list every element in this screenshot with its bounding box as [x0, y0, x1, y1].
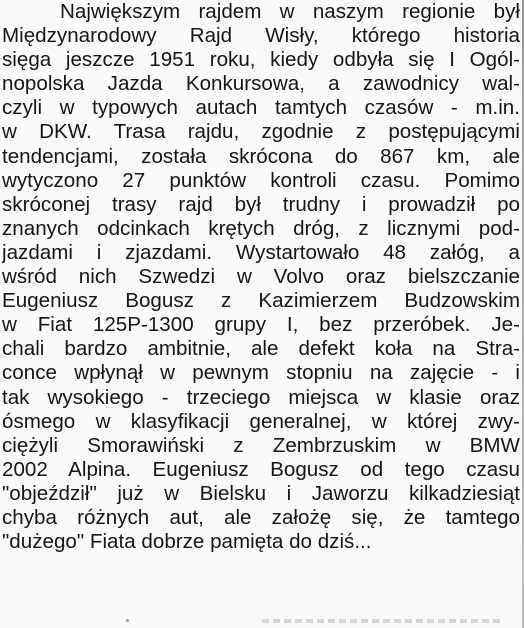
article-line: Eugeniusz Bogusz z Kazimierzem Budzowskim — [2, 289, 520, 313]
article-line: "objeździł" już w Bielsku i Jaworzu kilkadziesiąt — [2, 481, 520, 505]
article-line: ósmego w klasyfikacji generalnej, w której zwy- — [2, 409, 520, 433]
article-line: tak wysokiego - trzeciego miejsca w klasie oraz — [2, 385, 520, 409]
scan-speck — [126, 619, 129, 622]
article-line: ciężyli Smorawiński z Zembrzuskim w BMW — [2, 433, 520, 457]
article-line: "dużego" Fiata dobrze pamięta do dziś... — [2, 530, 372, 554]
article-line: w DKW. Trasa rajdu, zgodnie z postępującymi — [2, 120, 520, 144]
article-line: wytyczono 27 punktów kontroli czasu. Pomimo — [2, 168, 520, 192]
article-line: tendencjami, została skrócona do 867 km, ale — [2, 144, 520, 168]
article-line: sięga jeszcze 1951 roku, kiedy odbyła się I Ogól- — [2, 48, 520, 72]
article-line: wśród nich Szwedzi w Volvo oraz bielszczanie — [2, 265, 520, 289]
article-line: Międzynarodowy Rajd Wisły, którego historia — [2, 24, 520, 48]
article-line: chali bardzo ambitnie, ale defekt koła na Stra- — [2, 337, 520, 361]
article-line: czyli w typowych autach tamtych czasów - m.in. — [2, 96, 520, 120]
article-line: w Fiat 125P-1300 grupy I, bez przeróbek. Je- — [2, 313, 520, 337]
article-line: chyba różnych aut, ale założę się, że tamtego — [2, 505, 520, 529]
article-line: conce wpłynął w pewnym stopniu na zajęcie - i — [2, 361, 520, 385]
article-text — [2, 0, 520, 554]
article-line: znanych odcinkach krętych dróg, z licznymi pod- — [2, 216, 520, 240]
article-line: jazdami i zjazdami. Wystartowało 48 załóg, a — [2, 240, 520, 264]
article-line: Największym rajdem w naszym regionie był — [60, 0, 520, 23]
article-line: skróconej trasy rajd był trudny i prowadził po — [2, 192, 520, 216]
article-line: nopolska Jazda Konkursowa, a zawodnicy wal- — [2, 72, 520, 96]
scan-artifact-marks — [262, 619, 502, 623]
article-line: 2002 Alpina. Eugeniusz Bogusz od tego czasu — [2, 457, 520, 481]
